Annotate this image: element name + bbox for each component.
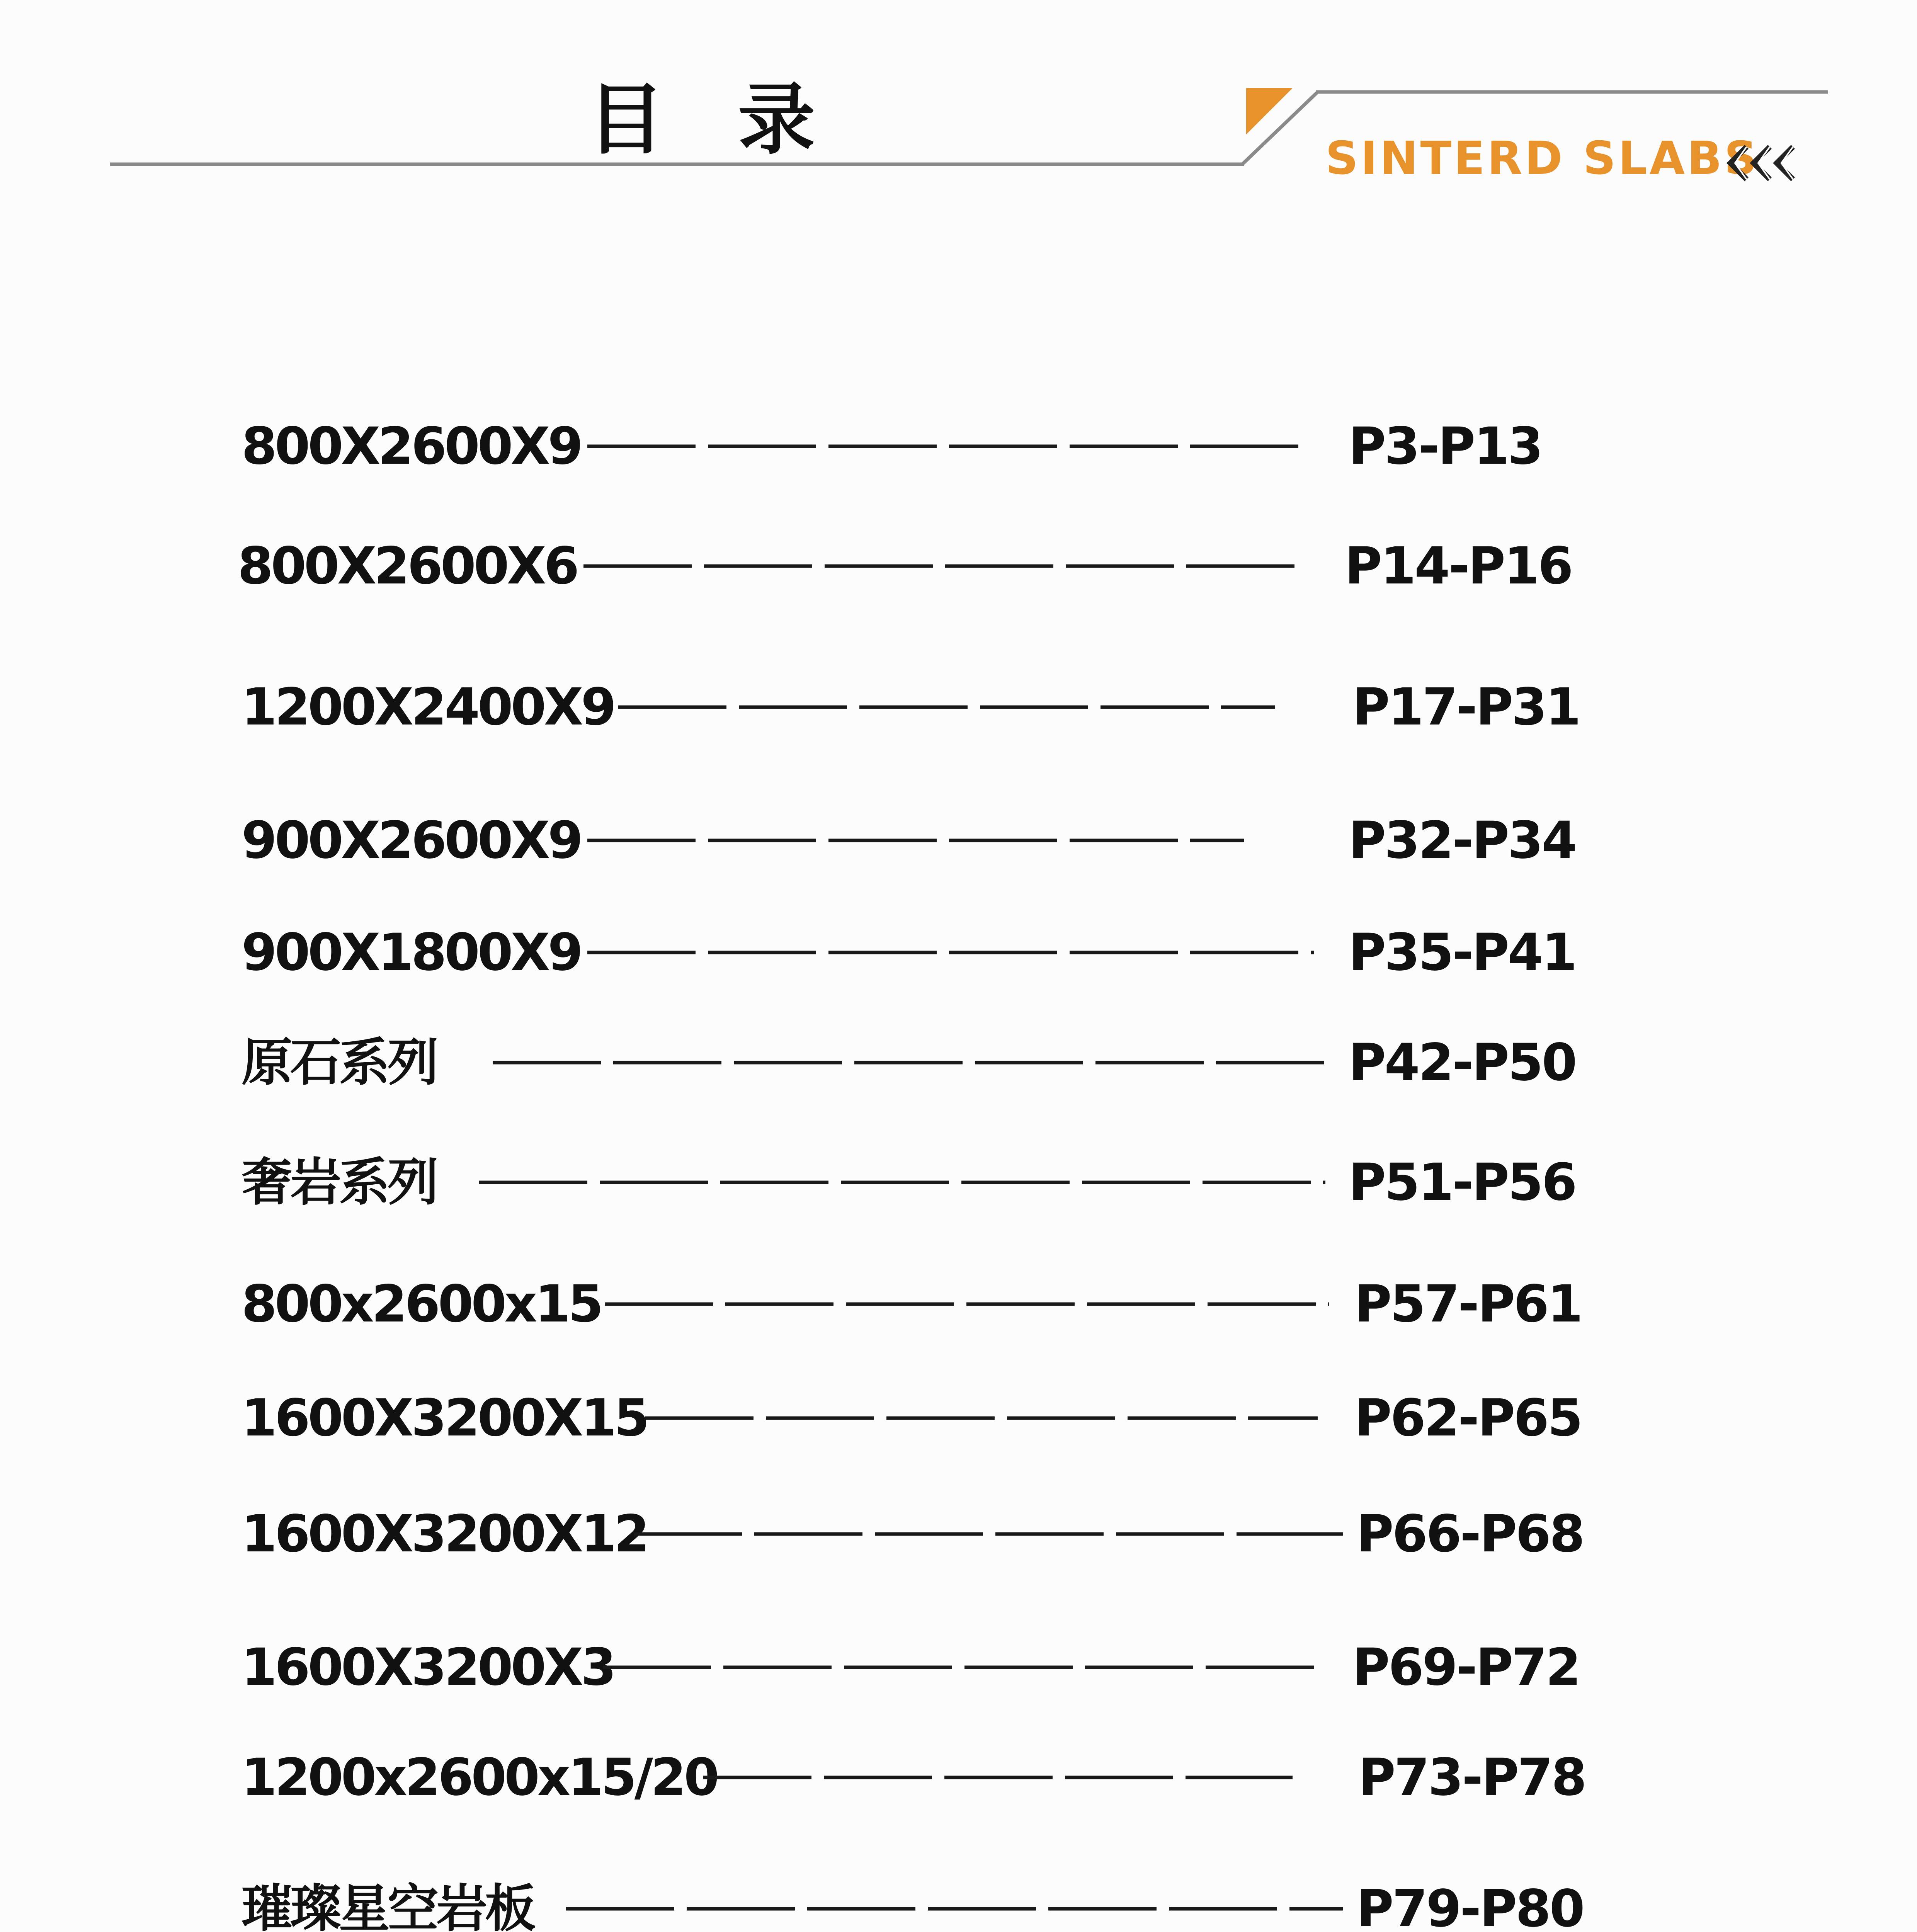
toc-entry-pages: P69-P72 (1352, 1638, 1580, 1697)
toc-entry-label: 原石系列 (242, 1033, 436, 1092)
toc-entry-pages: P62-P65 (1354, 1388, 1582, 1448)
toc-entry-pages: P57-P61 (1354, 1274, 1582, 1334)
toc-entry-label: 1600X3200X12 (242, 1504, 647, 1564)
toc-entry-label: 璀璨星空岩板 (242, 1879, 534, 1932)
toc-entry-label: 奢岩系列 (242, 1153, 436, 1212)
toc-entry[interactable] (0, 1878, 1917, 1932)
toc-entry-pages: P66-P68 (1356, 1504, 1584, 1564)
toc-leader-dashes (587, 922, 1314, 983)
toc-leader-dashes (605, 1273, 1329, 1335)
toc-leader-dashes (634, 1503, 1343, 1565)
toc-leader-dashes (645, 1387, 1318, 1449)
toc-entry[interactable] (0, 1747, 1917, 1824)
toc-leader-dashes (583, 535, 1294, 597)
toc-entry-label: 800x2600x15 (242, 1274, 601, 1334)
toc-leader-dashes (587, 810, 1244, 871)
toc-entry[interactable] (0, 1273, 1917, 1350)
toc-leader-dashes (566, 1878, 1343, 1932)
toc-leader-dashes (479, 1151, 1325, 1213)
brand-name: SINTERD SLABS (1325, 131, 1760, 185)
toc-entry-label: 1200X2400X9 (242, 677, 614, 737)
toc-entry-pages: P3-P13 (1349, 417, 1542, 476)
toc-entry[interactable] (0, 810, 1917, 887)
toc-entry[interactable] (0, 1636, 1917, 1714)
toc-entry[interactable] (0, 415, 1917, 493)
toc-entry[interactable] (0, 922, 1917, 999)
toc-entry[interactable] (0, 535, 1917, 612)
toc-entry-pages: P32-P34 (1349, 811, 1576, 870)
toc-leader-dashes (703, 1747, 1293, 1808)
triple-chevron-left-icon (1723, 144, 1812, 182)
toc-entry[interactable] (0, 676, 1917, 753)
toc-entry-pages: P35-P41 (1349, 923, 1576, 982)
toc-entry-pages: P17-P31 (1352, 677, 1580, 737)
toc-entry-pages: P73-P78 (1358, 1748, 1585, 1807)
toc-entry-pages: P42-P50 (1349, 1033, 1576, 1092)
toc-entry-label: 1200x2600x15/20 (242, 1748, 717, 1807)
toc-entry-label: 1600X3200X15 (242, 1388, 647, 1448)
toc-entry-label: 1600X3200X3 (242, 1638, 614, 1697)
toc-leader-dashes (603, 1636, 1314, 1698)
toc-entry[interactable] (0, 1151, 1917, 1229)
toc-entry[interactable] (0, 1387, 1917, 1464)
toc-entry-label: 800X2600X9 (242, 417, 581, 476)
toc-entry-pages: P14-P16 (1345, 536, 1572, 596)
toc-entry-label: 900X2600X9 (242, 811, 581, 870)
page-title: 目 录 (587, 75, 839, 165)
orange-triangle-icon (1246, 88, 1293, 134)
toc-entry[interactable] (0, 1503, 1917, 1580)
toc-leader-dashes (493, 1032, 1325, 1094)
toc-entry-pages: P79-P80 (1356, 1879, 1584, 1932)
toc-leader-dashes (618, 676, 1275, 738)
toc-leader-dashes (587, 415, 1298, 477)
toc-entry-label: 900X1800X9 (242, 923, 581, 982)
toc-entry-label: 800X2600X6 (238, 536, 577, 596)
toc-entry[interactable] (0, 1032, 1917, 1109)
toc-entry-pages: P51-P56 (1349, 1153, 1576, 1212)
